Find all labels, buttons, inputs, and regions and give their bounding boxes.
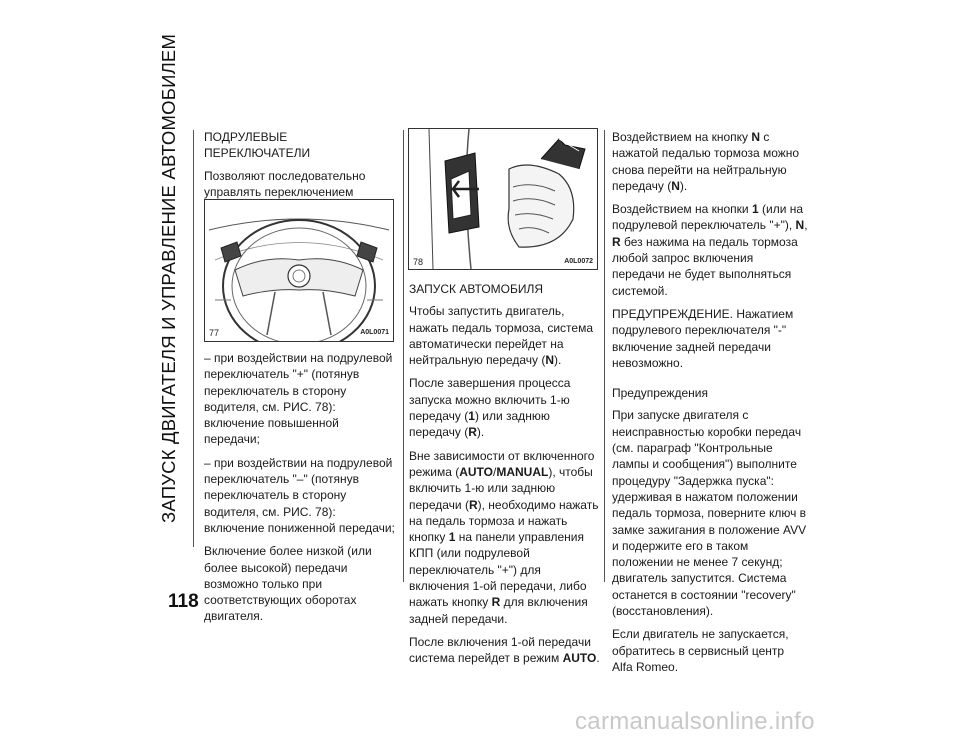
- figure-number: 77: [209, 328, 220, 338]
- paragraph: Чтобы запустить двигатель, нажать педаль тормоза, система автоматически перейдет на нейтральную передачу (N).: [409, 304, 593, 368]
- column-2: [409, 281, 601, 674]
- paragraph: – при воздействии на подрулевой переключатель "+" (потянув переключатель в сторону водителя, см. РИС. 78): включение повышенной передачи;: [204, 351, 393, 447]
- warning-paragraph: ПРЕДУПРЕЖДЕНИЕ. Нажатием подрулевого переключателя "-" включение задней передачи невозможно.: [612, 306, 794, 370]
- section-heading-paddles: ПОДРУЛЕВЫЕ ПЕРЕКЛЮЧАТЕЛИ: [204, 130, 311, 161]
- up-arrow-shape: [541, 139, 585, 169]
- column-1-body: [204, 350, 396, 632]
- figure-code: A0L0071: [360, 329, 389, 336]
- paragraph: Воздействием на кнопки 1 (или на подрулевой переключатель "+"), N, R без нажима на педаль тормоза любой запрос включения передачи не будет выполняться системой.: [612, 202, 808, 298]
- figure-78: [408, 128, 598, 270]
- paragraph: Воздействием на кнопку N с нажатой педалью тормоза можно снова перейти на нейтральную передачу (N).: [612, 130, 800, 193]
- section-side-title: ЗАПУСК ДВИГАТЕЛЯ И УПРАВЛЕНИЕ АВТОМОБИЛЕМ: [158, 33, 179, 523]
- paragraph: После завершения процесса запуска можно включить 1-ю передачу (1) или заднюю передачу (R).: [409, 376, 571, 440]
- column-divider: [403, 130, 404, 582]
- column-divider: [604, 130, 605, 582]
- section-heading-start: ЗАПУСК АВТОМОБИЛЯ: [409, 282, 544, 296]
- right-paddle-shape: [357, 242, 377, 262]
- side-divider: [193, 130, 194, 547]
- paragraph: Включение более низкой (или более высокой) передачи возможно только при соответствующих оборотах двигателя.: [204, 544, 372, 624]
- paragraph: Позволяют последовательно управлять переключением: [204, 168, 366, 199]
- figure-code: A0L0072: [564, 258, 593, 265]
- column-3: [612, 129, 808, 682]
- paragraph: – при воздействии на подрулевой переключатель "–" (потянув переключатель в сторону водителя, см. РИС. 78): включение пониженной передачи;: [204, 455, 395, 535]
- paragraph: После включения 1-ой передачи система перейдет в режим AUTO.: [409, 634, 600, 666]
- paddle-hand-illustration: [409, 129, 597, 269]
- figure-number: 78: [413, 257, 424, 267]
- page-number: 118: [168, 591, 199, 612]
- paragraph: При запуске двигателя с неисправностью коробки передач (см. параграф "Контрольные лампы и сообщения") выполните процедуру "Задержка пуска": удерживая в нажатом положении педаль тормоза, поверните ключ в замке зажигания в положение AVV и подержите его в таком положении не менее 7 секунд; двигатель запустится. Система останется в состоянии "recovery" (восстановления).: [612, 408, 807, 619]
- figure-77: [204, 199, 394, 342]
- steering-wheel-illustration: [205, 200, 393, 341]
- section-heading-warnings: Предупреждения: [612, 386, 708, 401]
- paragraph: Вне зависимости от включенного режима (AUTO/MANUAL), чтобы включить 1-ю или заднюю передачи (R), необходимо нажать на педаль тормоза и нажать кнопку 1 на панели управления КПП (или подрулевой переключатель "+") для включения 1-ой передачи, либо нажать кнопку R для включения задней передачи.: [409, 448, 599, 626]
- left-paddle-shape: [221, 242, 241, 262]
- paragraph: Если двигатель не запускается, обратитесь в сервисный центр Alfa Romeo.: [612, 627, 789, 674]
- watermark-text: carmanualsonline.info: [575, 708, 815, 735]
